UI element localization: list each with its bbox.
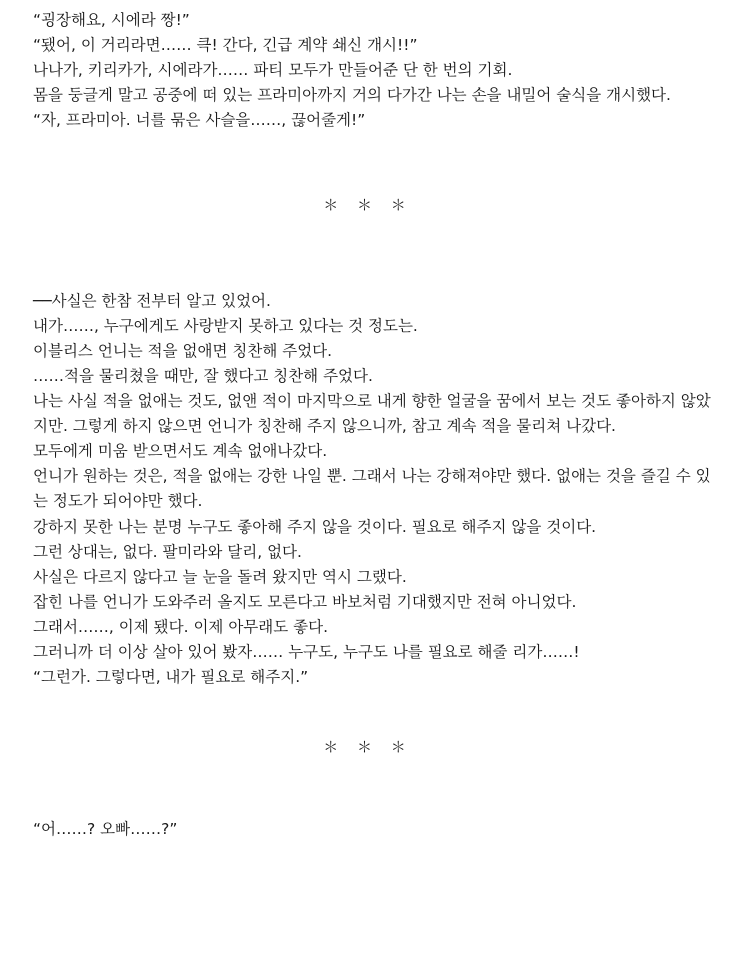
paragraph: “자, 프라미아. 너를 묶은 사슬을……, 끊어줄게!” — [33, 111, 366, 130]
spacer — [22, 757, 714, 817]
paragraph: 나는 사실 적을 없애는 것도, 없앤 적이 마지막으로 내게 향한 얼굴을 꿈에서 보는 것도 좋아하지 않았지만. 그렇게 하지 않으면 언니가 칭찬해 주지 않으니까, 참고 계속 적을 물리쳐 나갔다. — [33, 391, 711, 436]
scene-break-divider: ＊ ＊ ＊ — [323, 738, 413, 757]
spacer — [22, 690, 714, 736]
paragraph: 그런 상대는, 없다. 팔미라와 달리, 없다. — [33, 542, 302, 561]
text-section-two — [22, 289, 714, 691]
paragraph: 잡힌 나를 언니가 도와주러 올지도 모른다고 바보처럼 기대했지만 전혀 아니었다. — [33, 592, 577, 611]
scene-break-divider: ＊ ＊ ＊ — [323, 195, 413, 214]
paragraph: “됐어, 이 거리라면…… 큭! 간다, 긴급 계약 쇄신 개시!!” — [33, 36, 418, 55]
paragraph: “굉장해요, 시에라 짱!” — [33, 11, 190, 29]
paragraph: 이블리스 언니는 적을 없애면 칭찬해 주었다. — [33, 341, 333, 360]
paragraph: “어……? 오빠……?” — [33, 820, 178, 839]
paragraph: “그런가. 그렇다면, 내가 필요로 해주지.” — [33, 668, 309, 687]
text-section-three — [22, 817, 714, 842]
spacer — [22, 215, 714, 289]
paragraph: ……적을 물리쳤을 때만, 잘 했다고 칭찬해 주었다. — [33, 366, 373, 385]
paragraph: 몸을 둥글게 말고 공중에 떠 있는 프라미아까지 거의 다가간 나는 손을 내밀어 술식을 개시했다. — [33, 86, 671, 105]
paragraph: 그래서……, 이제 됐다. 이제 아무래도 좋다. — [33, 617, 329, 636]
paragraph: 언니가 원하는 것은, 적을 없애는 강한 나일 뿐. 그래서 나는 강해져야만 했다. 없애는 것을 즐길 수 있는 정도가 되어야만 했다. — [33, 467, 711, 511]
paragraph: 그러니까 더 이상 살아 있어 봤자…… 누구도, 누구도 나를 필요로 해줄 리가……! — [33, 643, 580, 662]
paragraph: 강하지 못한 나는 분명 누구도 좋아해 주지 않을 것이다. 필요로 해주지 않을 것이다. — [33, 517, 597, 536]
paragraph: 나나가, 키리카가, 시에라가…… 파티 모두가 만들어준 단 한 번의 기회. — [33, 61, 513, 80]
paragraph: 사실은 다르지 않다고 늘 눈을 돌려 왔지만 역시 그랬다. — [33, 567, 407, 586]
spacer — [22, 134, 714, 194]
paragraph: ──사실은 한참 전부터 알고 있었어. — [33, 291, 271, 310]
text-section-one — [22, 8, 714, 134]
paragraph: 내가……, 누구에게도 사랑받지 못하고 있다는 것 정도는. — [33, 316, 418, 335]
paragraph: 모두에게 미움 받으면서도 계속 없애나갔다. — [33, 442, 328, 461]
